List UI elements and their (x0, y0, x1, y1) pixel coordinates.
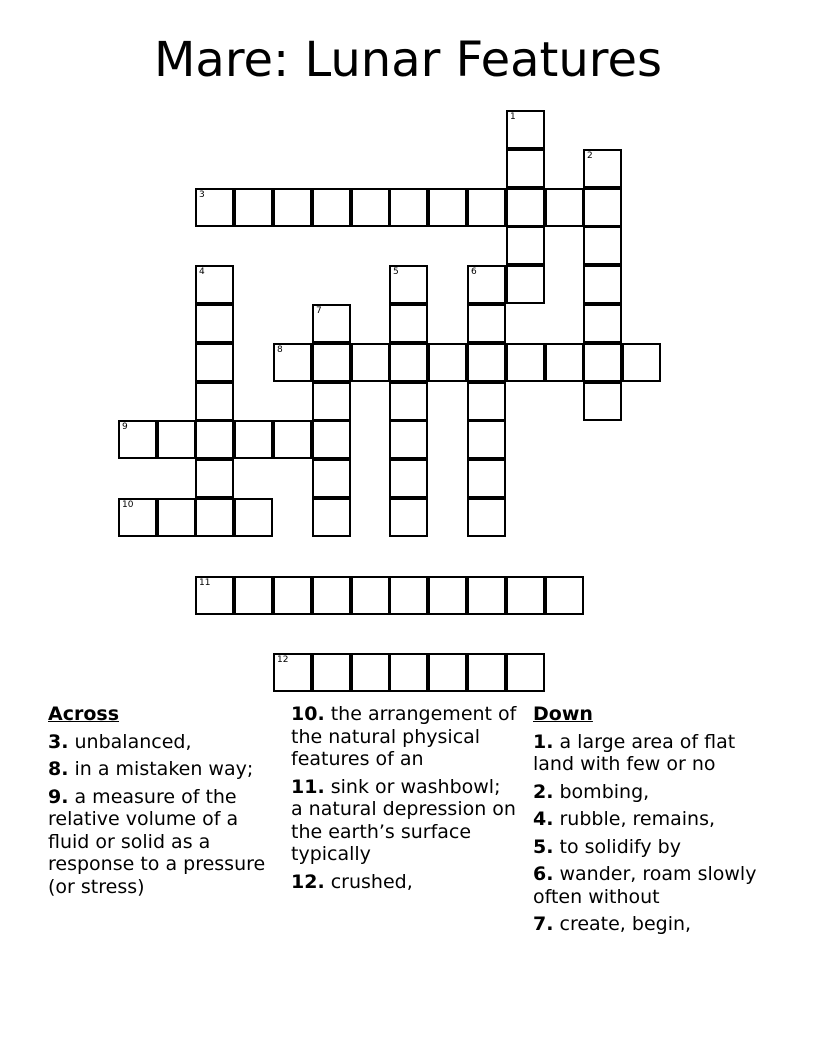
clue-item (533, 913, 763, 936)
clue-number: 8 (277, 345, 283, 355)
across-heading: Across (48, 703, 120, 725)
grid-cell[interactable] (312, 498, 351, 537)
grid-cell[interactable] (351, 576, 390, 615)
grid-cell[interactable] (583, 226, 622, 265)
grid-cell[interactable] (545, 188, 584, 227)
grid-cell[interactable] (312, 653, 351, 692)
grid-cell[interactable] (467, 420, 506, 459)
clue-text: to solidify by (559, 835, 681, 858)
grid-cell[interactable] (273, 653, 312, 692)
grid-cell[interactable] (234, 420, 273, 459)
grid-cell[interactable] (545, 576, 584, 615)
grid-cell[interactable] (389, 459, 428, 498)
grid-cell[interactable] (389, 188, 428, 227)
clue-number: 7 (316, 306, 322, 316)
clue-item (291, 776, 517, 866)
grid-cell[interactable] (195, 420, 234, 459)
clue-number: 2. (533, 780, 554, 803)
clue-item (48, 786, 284, 899)
puzzle-title: Mare: Lunar Features (153, 32, 662, 88)
grid-cell[interactable] (351, 653, 390, 692)
grid-cell[interactable] (467, 459, 506, 498)
clue-number: 4. (533, 808, 554, 830)
grid-cell[interactable] (389, 265, 428, 304)
clue-number: 4 (199, 267, 205, 277)
grid-cell[interactable] (389, 382, 428, 421)
grid-cell[interactable] (312, 188, 351, 227)
clue-number: 12 (277, 655, 289, 665)
clue-item (291, 703, 517, 771)
grid-cell[interactable] (506, 188, 545, 227)
grid-cell[interactable] (195, 343, 234, 382)
grid-cell[interactable] (389, 343, 428, 382)
clue-text: create, begin, (559, 913, 692, 935)
grid-cell[interactable] (273, 576, 312, 615)
grid-cell[interactable] (506, 149, 545, 188)
clue-number: 11 (199, 578, 211, 588)
clue-text: unbalanced, (74, 730, 192, 753)
clue-text: in a mistaken way; (74, 758, 254, 780)
clue-text: the arrangement of the natural physical features of an (291, 703, 517, 770)
clue-number: 10. (291, 703, 325, 725)
grid-cell[interactable] (273, 420, 312, 459)
clues-column-3 (533, 703, 763, 941)
grid-cell[interactable] (467, 498, 506, 537)
grid-cell[interactable] (195, 459, 234, 498)
grid-cell[interactable] (195, 382, 234, 421)
grid-cell[interactable] (583, 188, 622, 227)
grid-cell[interactable] (583, 265, 622, 304)
clues-column-1 (48, 703, 284, 903)
grid-cell[interactable] (312, 343, 351, 382)
grid-cell[interactable] (467, 304, 506, 343)
grid-cell[interactable] (467, 188, 506, 227)
grid-cell[interactable] (195, 498, 234, 537)
clue-item (533, 781, 763, 804)
clue-text: sink or washbowl; a natural depression on the earth’s surface typically (291, 775, 516, 865)
grid-cell[interactable] (389, 304, 428, 343)
grid-cell[interactable] (389, 576, 428, 615)
clue-number: 1. (533, 730, 554, 753)
grid-cell[interactable] (467, 653, 506, 692)
grid-cell[interactable] (312, 459, 351, 498)
grid-cell[interactable] (506, 653, 545, 692)
grid-cell[interactable] (583, 304, 622, 343)
grid-cell[interactable] (428, 343, 467, 382)
down-heading: Down (533, 703, 593, 725)
grid-cell[interactable] (545, 343, 584, 382)
clue-number: 1 (510, 112, 516, 122)
grid-cell[interactable] (583, 149, 622, 188)
grid-cell[interactable] (312, 304, 351, 343)
clue-item (533, 731, 763, 776)
grid-cell[interactable] (389, 420, 428, 459)
clue-number: 9 (122, 422, 128, 432)
grid-cell[interactable] (467, 576, 506, 615)
clue-item (291, 871, 517, 894)
clue-item (533, 836, 763, 859)
grid-cell[interactable] (506, 576, 545, 615)
grid-cell[interactable] (234, 576, 273, 615)
grid-cell[interactable] (195, 188, 234, 227)
clue-number: 3 (199, 190, 205, 200)
clue-text: bombing, (559, 780, 650, 803)
clue-item (48, 758, 284, 781)
clue-text: a large area of flat land with few or no (533, 730, 736, 775)
grid-cell[interactable] (506, 226, 545, 265)
grid-cell[interactable] (234, 188, 273, 227)
clue-number: 2 (587, 151, 593, 161)
grid-cell[interactable] (273, 188, 312, 227)
grid-cell[interactable] (157, 498, 196, 537)
clue-number: 3. (48, 730, 69, 753)
clue-text: crushed, (330, 870, 413, 893)
clue-number: 6. (533, 863, 554, 885)
clue-text: a measure of the relative volume of a fluid or solid as a response to a pressure (or stress) (48, 785, 266, 898)
clue-number: 5 (393, 267, 399, 277)
grid-cell[interactable] (622, 343, 661, 382)
clue-number: 7. (533, 913, 554, 935)
clue-item (533, 808, 763, 831)
grid-cell[interactable] (506, 265, 545, 304)
clue-number: 9. (48, 785, 69, 808)
grid-cell[interactable] (195, 576, 234, 615)
grid-cell[interactable] (389, 498, 428, 537)
grid-cell[interactable] (428, 576, 467, 615)
clue-number: 12. (291, 870, 325, 893)
clue-number: 8. (48, 758, 69, 780)
clue-number: 10 (122, 500, 134, 510)
clue-text: rubble, remains, (559, 808, 716, 830)
grid-cell[interactable] (273, 343, 312, 382)
grid-cell[interactable] (234, 498, 273, 537)
grid-cell[interactable] (428, 653, 467, 692)
clue-text: wander, roam slowly often without (533, 863, 757, 908)
clue-number: 11. (291, 775, 325, 798)
clue-item (48, 731, 284, 754)
grid-cell[interactable] (467, 382, 506, 421)
grid-cell[interactable] (312, 382, 351, 421)
clue-item (533, 863, 763, 908)
grid-cell[interactable] (195, 304, 234, 343)
grid-cell[interactable] (467, 343, 506, 382)
grid-cell[interactable] (195, 265, 234, 304)
grid-cell[interactable] (157, 420, 196, 459)
grid-cell[interactable] (118, 498, 157, 537)
grid-cell[interactable] (312, 576, 351, 615)
grid-cell[interactable] (351, 343, 390, 382)
clue-number: 6 (471, 267, 477, 277)
grid-cell[interactable] (312, 420, 351, 459)
grid-cell[interactable] (583, 343, 622, 382)
grid-cell[interactable] (506, 110, 545, 149)
grid-cell[interactable] (118, 420, 157, 459)
grid-cell[interactable] (351, 188, 390, 227)
clues-column-2 (291, 703, 517, 898)
grid-cell[interactable] (506, 343, 545, 382)
grid-cell[interactable] (428, 188, 467, 227)
clue-number: 5. (533, 835, 554, 858)
grid-cell[interactable] (583, 382, 622, 421)
grid-cell[interactable] (467, 265, 506, 304)
grid-cell[interactable] (389, 653, 428, 692)
